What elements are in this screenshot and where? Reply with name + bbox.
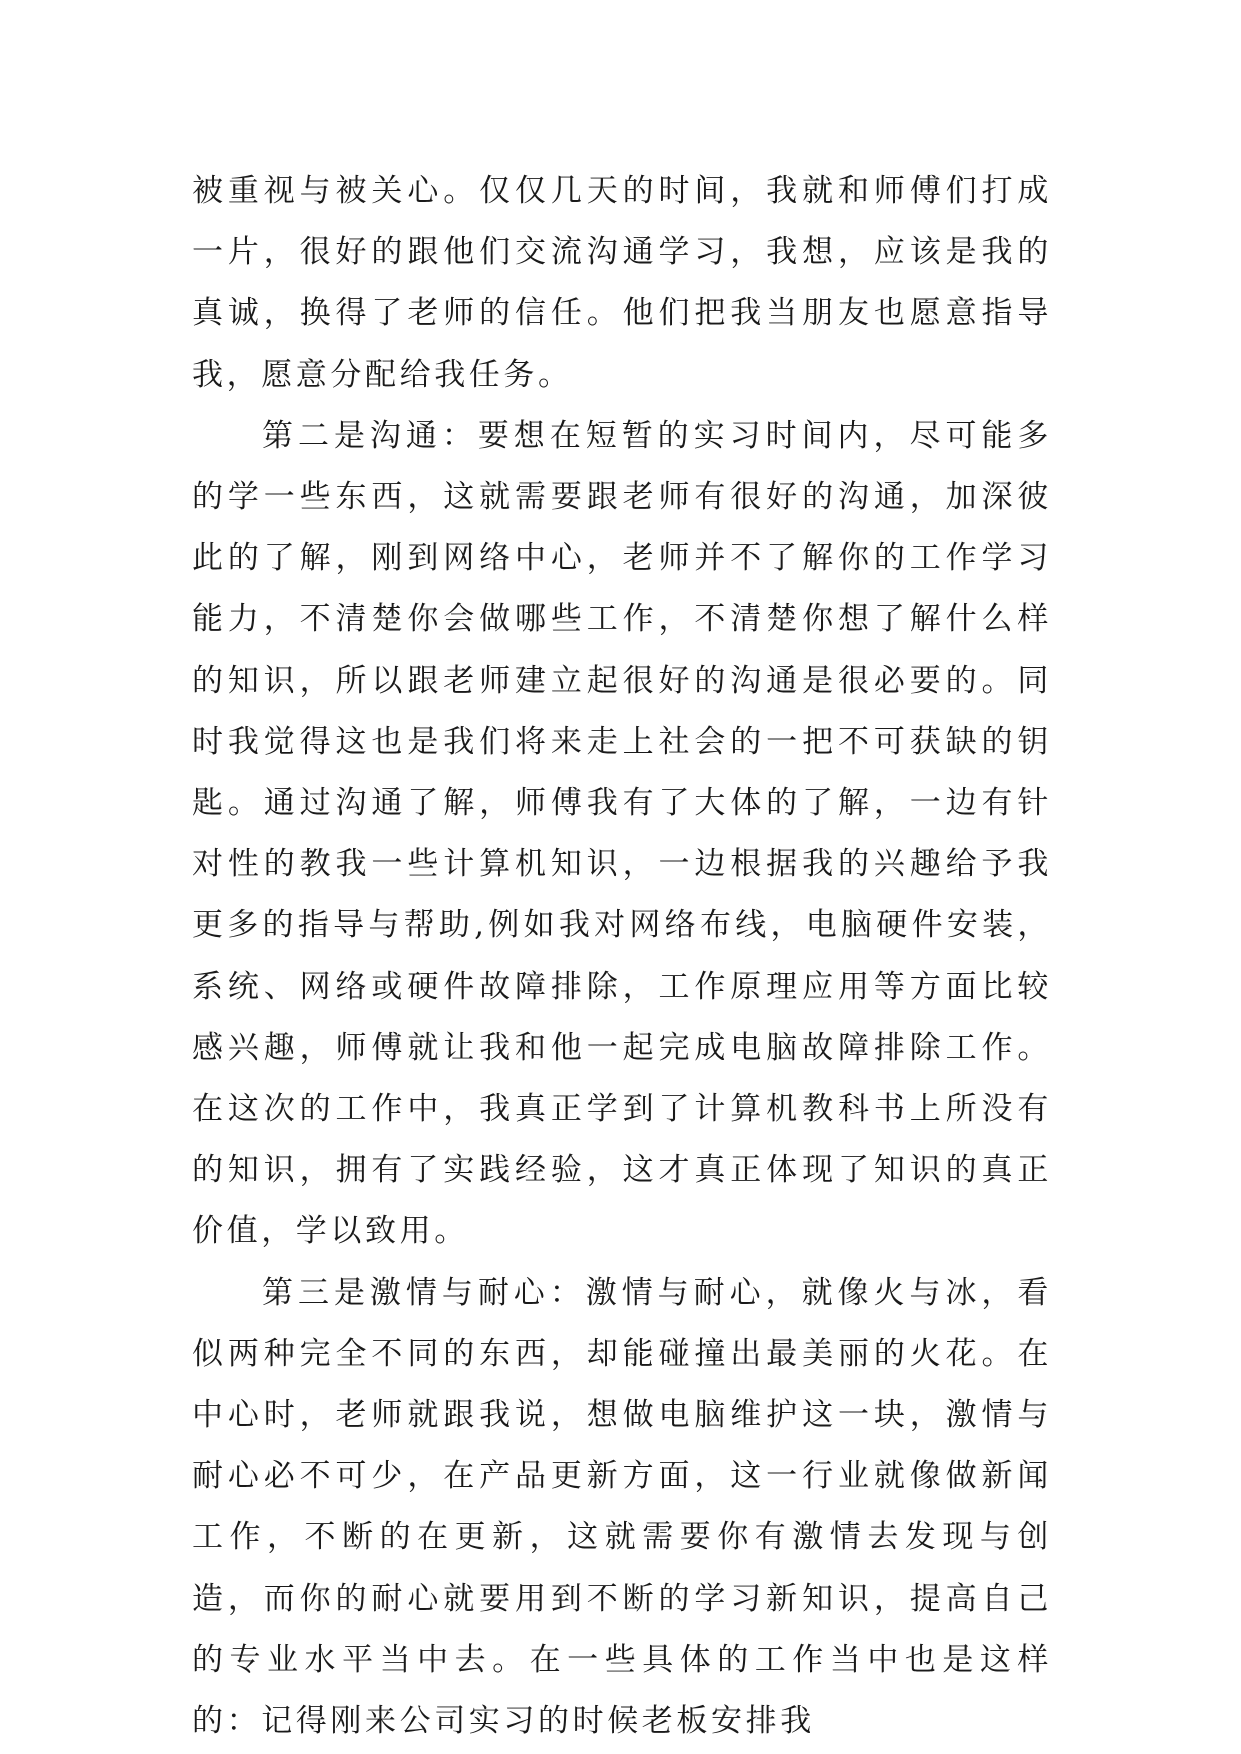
paragraph-2: 第二是沟通：要想在短暂的实习时间内，尽可能多的学一些东西，这就需要跟老师有很好的沟通，加深彼此的了解，刚到网络中心，老师并不了解你的工作学习能力，不清楚你会做哪些工作，不清楚你想了解什么样的知识，所以跟老师建立起很好的沟通是很必要的。同时我觉得这也是我们将来走上社会的一把不可获缺的钥匙。通过沟通了解，师傅我有了大体的了解，一边有针对性的教我一些计算机知识，一边根据我的兴趣给予我更多的指导与帮助,例如我对网络布线，电脑硬件安装，系统、网络或硬件故障排除，工作原理应用等方面比较感兴趣，师傅就让我和他一起完成电脑故障排除工作。在这次的工作中，我真正学到了计算机教科书上所没有的知识，拥有了实践经验，这才真正体现了知识的真正价值，学以致用。 [192, 417, 1052, 1250]
paragraph-1: 被重视与被关心。仅仅几天的时间，我就和师傅们打成一片，很好的跟他们交流沟通学习，我想，应该是我的真诚，换得了老师的信任。他们把我当朋友也愿意指导我，愿意分配给我任务。 [192, 173, 1052, 393]
document-body [192, 161, 1052, 1752]
paragraph-3: 第三是激情与耐心：激情与耐心，就像火与冰，看似两种完全不同的东西，却能碰撞出最美丽的火花。在中心时，老师就跟我说，想做电脑维护这一块，激情与耐心必不可少，在产品更新方面，这一行业就像做新闻工作，不断的在更新，这就需要你有激情去发现与创造，而你的耐心就要用到不断的学习新知识，提高自己的专业水平当中去。在一些具体的工作当中也是这样的：记得刚来公司实习的时候老板安排我 [192, 1274, 1052, 1740]
